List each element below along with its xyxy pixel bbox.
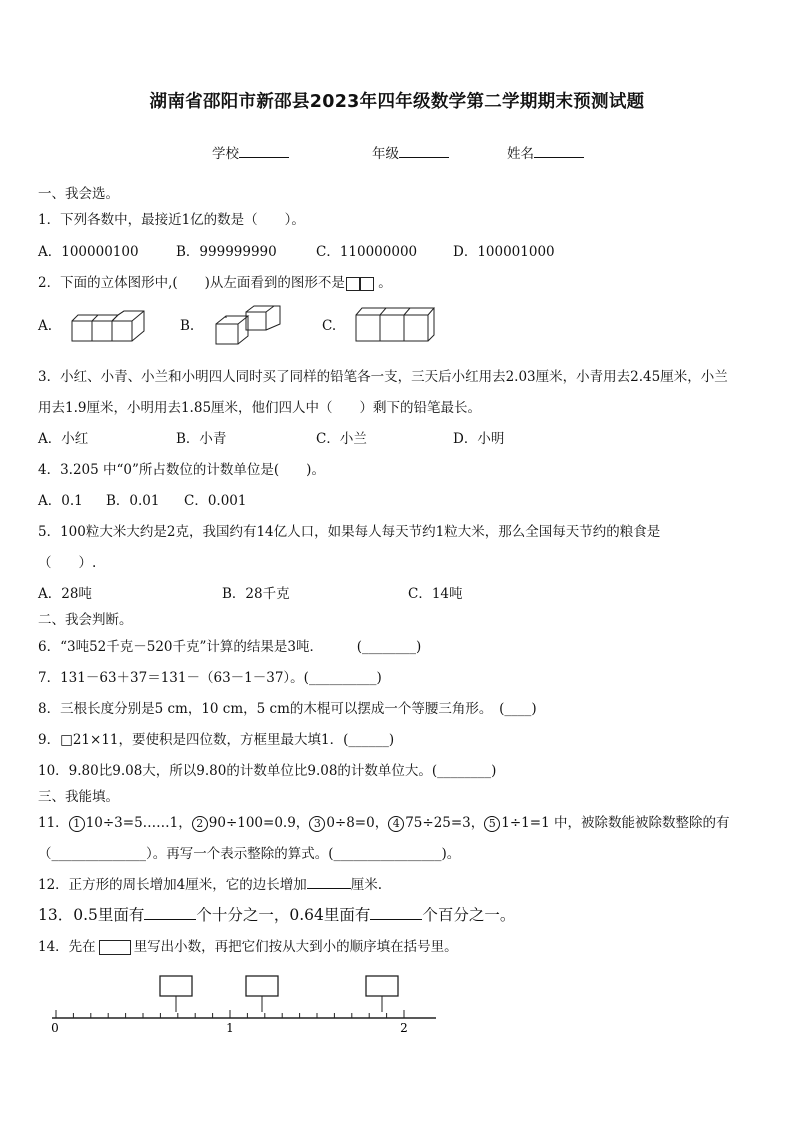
q12-blank[interactable] <box>307 876 351 889</box>
name-label: 姓名 <box>507 146 534 162</box>
grade-label: 年级 <box>372 146 399 162</box>
q3-line-2: 用去1.9厘米，小明用去1.85厘米，他们四人中（ ）剩下的铅笔最长。 <box>38 400 482 416</box>
q13-text-a: 13．0.5里面有 <box>38 906 145 924</box>
q11-expr-4: 75÷25=3， <box>405 815 485 831</box>
school-field[interactable] <box>212 142 289 162</box>
q12-line <box>38 873 382 893</box>
q9-text: 9．□21×11，要使积是四位数，方框里最大填1．(______) <box>38 732 395 748</box>
page-title: 湖南省邵阳市新邵县2023年四年级数学第二学期期末预测试题 <box>149 92 645 112</box>
grade-blank[interactable] <box>399 145 449 158</box>
q1-text: 1．下列各数中，最接近1亿的数是（ ）。 <box>38 212 305 228</box>
q2-option-a[interactable]: A. <box>38 318 53 334</box>
empty-box-icon <box>99 940 131 955</box>
q5-line-1: 5．100粒大米大约是2克，我国约有14亿人口，如果每人每天节约1粒大米，那么全国每天节约的粮食是 <box>38 524 661 540</box>
circled-5-icon: 5 <box>484 816 500 832</box>
tick-label-0: 0 <box>51 1021 59 1035</box>
q6-text: 6．“3吨52千克－520千克”计算的结果是3吨． (________) <box>38 639 422 655</box>
name-blank[interactable] <box>534 145 584 158</box>
q2-option-b[interactable]: B. <box>180 318 195 334</box>
q14-text-b: 里写出小数，再把它们按从大到小的顺序填在括号里。 <box>133 939 458 955</box>
q3-line-1: 3．小红、小青、小兰和小明四人同时买了同样的铅笔各一支，三天后小红用去2.03厘米，小青用去2.45厘米，小兰 <box>38 369 728 385</box>
answer-box-3[interactable] <box>366 976 398 1012</box>
q2-text: 2．下面的立体图形中,( )从左面看到的图形不是 <box>38 275 345 291</box>
school-blank[interactable] <box>239 145 289 158</box>
q13-line <box>38 903 515 925</box>
cube-figure-c-icon <box>352 305 436 345</box>
q2-text-end: 。 <box>378 275 392 291</box>
two-square-figure-icon-right <box>360 277 374 291</box>
circled-4-icon: 4 <box>388 816 404 832</box>
q1-option-c[interactable]: C．110000000 <box>316 244 418 260</box>
circled-3-icon: 3 <box>309 816 325 832</box>
tick-label-2: 2 <box>400 1021 408 1035</box>
q11-expr-3: 0÷8=0， <box>326 815 389 831</box>
name-field[interactable] <box>507 142 584 162</box>
q11-expr-1: 10÷3=5……1， <box>85 815 192 831</box>
answer-box-1[interactable] <box>160 976 192 1012</box>
q13-text-b: 个十分之一，0.64里面有 <box>196 906 371 924</box>
q13-blank-2[interactable] <box>370 907 422 920</box>
q13-blank-1[interactable] <box>144 907 196 920</box>
q1-option-d[interactable]: D．100001000 <box>453 244 555 260</box>
q4-text: 4．3.205 中“0”所占数位的计数单位是( )。 <box>38 462 325 478</box>
school-label: 学校 <box>212 146 239 162</box>
q11-expr-5: 1÷1=1 中，被除数能被除数整除的有 <box>501 815 730 831</box>
section-1-heading: 一、我会选。 <box>38 186 119 202</box>
q5-option-c[interactable]: C．14吨 <box>408 586 463 602</box>
q10-text: 10．9.80比9.08大，所以9.80的计数单位比9.08的计数单位大。(________) <box>38 763 497 779</box>
q4-option-b[interactable]: B．0.01 <box>106 493 160 509</box>
q2-option-c[interactable]: C. <box>322 318 337 334</box>
q12-text-end: 厘米. <box>350 877 383 893</box>
q5-option-a[interactable]: A．28吨 <box>38 586 92 602</box>
section-3-heading: 三、我能填。 <box>38 789 119 805</box>
q11-expr-2: 90÷100=0.9， <box>208 815 310 831</box>
q14-text-a: 14．先在 <box>38 939 96 955</box>
q8-text: 8．三根长度分别是5 cm，10 cm，5 cm的木棍可以摆成一个等腰三角形。 (____) <box>38 701 537 717</box>
q11-line-1 <box>38 811 729 832</box>
q5-line-2: （ ）. <box>38 555 97 571</box>
section-2-heading: 二、我会判断。 <box>38 612 133 628</box>
two-square-figure-icon <box>346 277 360 291</box>
q13-text-c: 个百分之一。 <box>422 906 516 924</box>
q1-option-b[interactable]: B．999999990 <box>176 244 277 260</box>
answer-box-2[interactable] <box>246 976 278 1012</box>
tick-label-1: 1 <box>226 1021 234 1035</box>
q11-number: 11． <box>38 815 69 831</box>
circled-2-icon: 2 <box>192 816 208 832</box>
q4-option-c[interactable]: C．0.001 <box>184 493 247 509</box>
q3-option-a[interactable]: A．小红 <box>38 431 89 447</box>
q2-line <box>38 271 392 291</box>
cube-figure-b-icon <box>212 304 284 348</box>
cube-figure-a-icon <box>70 309 150 345</box>
q11-line-2: （______________）。再写一个表示整除的算式。(________________)。 <box>38 846 461 862</box>
q7-text: 7．131－63＋37＝131－（63－1－37）。(__________) <box>38 670 382 686</box>
q4-option-a[interactable]: A．0.1 <box>38 493 83 509</box>
q3-option-d[interactable]: D．小明 <box>453 431 505 447</box>
q14-line <box>38 935 458 955</box>
q3-option-c[interactable]: C．小兰 <box>316 431 367 447</box>
q1-option-a[interactable]: A．100000100 <box>38 244 139 260</box>
number-line <box>0 970 794 1040</box>
circled-1-icon: 1 <box>69 816 85 832</box>
grade-field[interactable] <box>372 142 449 162</box>
q5-option-b[interactable]: B．28千克 <box>222 586 290 602</box>
q3-option-b[interactable]: B．小青 <box>176 431 227 447</box>
q12-text: 12．正方形的周长增加4厘米，它的边长增加 <box>38 877 307 893</box>
